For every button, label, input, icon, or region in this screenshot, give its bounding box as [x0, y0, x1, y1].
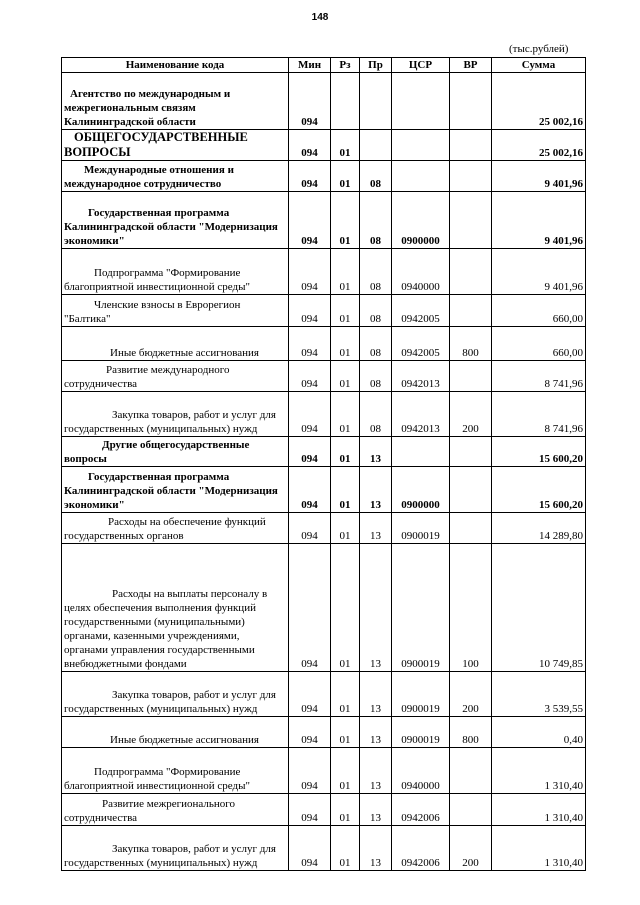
min-cell: 094: [289, 73, 331, 130]
csr-cell: 0900019: [392, 544, 450, 672]
table-row: [62, 826, 586, 871]
rz-cell: 01: [331, 717, 360, 748]
header-sum: Сумма: [492, 58, 586, 73]
vr-cell: [450, 295, 492, 327]
csr-cell: [392, 437, 450, 467]
vr-cell: 200: [450, 392, 492, 437]
min-cell: 094: [289, 392, 331, 437]
csr-cell: 0900019: [392, 672, 450, 717]
vr-cell: 100: [450, 544, 492, 672]
name-cell: Иные бюджетные ассигнования: [62, 327, 289, 361]
sum-cell: 15 600,20: [492, 437, 586, 467]
min-cell: 094: [289, 361, 331, 392]
sum-cell: 25 002,16: [492, 73, 586, 130]
csr-cell: 0942013: [392, 392, 450, 437]
table-row: [62, 192, 586, 249]
table-row: [62, 130, 586, 161]
min-cell: 094: [289, 192, 331, 249]
pr-cell: 08: [360, 361, 392, 392]
name-cell: ОБЩЕГОСУДАРСТВЕННЫЕ ВОПРОСЫ: [62, 130, 289, 161]
name-cell: Расходы на обеспечение функций государственных органов: [62, 513, 289, 544]
pr-cell: 13: [360, 794, 392, 826]
header-csr: ЦСР: [392, 58, 450, 73]
budget-table: [61, 57, 586, 871]
pr-cell: 13: [360, 467, 392, 513]
csr-cell: 0940000: [392, 748, 450, 794]
table-row: [62, 437, 586, 467]
vr-cell: [450, 161, 492, 192]
rz-cell: 01: [331, 513, 360, 544]
vr-cell: [450, 437, 492, 467]
name-cell: Закупка товаров, работ и услуг для государственных (муниципальных) нужд: [62, 392, 289, 437]
table-row: [62, 672, 586, 717]
rz-cell: 01: [331, 161, 360, 192]
rz-cell: 01: [331, 544, 360, 672]
min-cell: 094: [289, 327, 331, 361]
rz-cell: [331, 73, 360, 130]
rz-cell: 01: [331, 437, 360, 467]
pr-cell: [360, 73, 392, 130]
rz-cell: 01: [331, 249, 360, 295]
csr-cell: 0942013: [392, 361, 450, 392]
pr-cell: 13: [360, 748, 392, 794]
table-header-row: [62, 58, 586, 73]
sum-cell: 3 539,55: [492, 672, 586, 717]
name-cell: Международные отношения и международное сотрудничество: [62, 161, 289, 192]
min-cell: 094: [289, 748, 331, 794]
sum-cell: 1 310,40: [492, 748, 586, 794]
pr-cell: 08: [360, 327, 392, 361]
min-cell: 094: [289, 513, 331, 544]
csr-cell: [392, 161, 450, 192]
rz-cell: 01: [331, 392, 360, 437]
pr-cell: 08: [360, 249, 392, 295]
sum-cell: 9 401,96: [492, 249, 586, 295]
pr-cell: [360, 130, 392, 161]
min-cell: 094: [289, 826, 331, 871]
csr-cell: 0900019: [392, 717, 450, 748]
page-number: 148: [311, 12, 329, 23]
table-row: [62, 748, 586, 794]
units-label: (тыс.рублей): [509, 43, 569, 55]
table-row: [62, 392, 586, 437]
name-cell: Государственная программа Калининградской области "Модернизация экономики": [62, 192, 289, 249]
min-cell: 094: [289, 717, 331, 748]
csr-cell: [392, 130, 450, 161]
vr-cell: 200: [450, 672, 492, 717]
vr-cell: 800: [450, 717, 492, 748]
sum-cell: 15 600,20: [492, 467, 586, 513]
pr-cell: 13: [360, 672, 392, 717]
sum-cell: 14 289,80: [492, 513, 586, 544]
table-row: [62, 544, 586, 672]
rz-cell: 01: [331, 794, 360, 826]
sum-cell: 10 749,85: [492, 544, 586, 672]
pr-cell: 13: [360, 513, 392, 544]
pr-cell: 13: [360, 717, 392, 748]
sum-cell: 25 002,16: [492, 130, 586, 161]
sum-cell: 1 310,40: [492, 794, 586, 826]
table-row: [62, 249, 586, 295]
csr-cell: 0940000: [392, 249, 450, 295]
name-cell: Членские взносы в Еврорегион "Балтика": [62, 295, 289, 327]
table-row: [62, 73, 586, 130]
table-row: [62, 717, 586, 748]
min-cell: 094: [289, 544, 331, 672]
pr-cell: 08: [360, 161, 392, 192]
sum-cell: 660,00: [492, 295, 586, 327]
name-cell: Развитие межрегионального сотрудничества: [62, 794, 289, 826]
pr-cell: 13: [360, 826, 392, 871]
csr-cell: [392, 73, 450, 130]
csr-cell: 0900019: [392, 513, 450, 544]
min-cell: 094: [289, 295, 331, 327]
rz-cell: 01: [331, 192, 360, 249]
vr-cell: 200: [450, 826, 492, 871]
vr-cell: [450, 794, 492, 826]
csr-cell: 0942005: [392, 295, 450, 327]
rz-cell: 01: [331, 672, 360, 717]
sum-cell: 1 310,40: [492, 826, 586, 871]
name-cell: Иные бюджетные ассигнования: [62, 717, 289, 748]
min-cell: 094: [289, 249, 331, 295]
pr-cell: 13: [360, 544, 392, 672]
sum-cell: 0,40: [492, 717, 586, 748]
min-cell: 094: [289, 437, 331, 467]
sum-cell: 9 401,96: [492, 161, 586, 192]
vr-cell: [450, 467, 492, 513]
rz-cell: 01: [331, 130, 360, 161]
name-cell: Развитие международного сотрудничества: [62, 361, 289, 392]
name-cell: Подпрограмма "Формирование благоприятной инвестиционной среды": [62, 748, 289, 794]
rz-cell: 01: [331, 826, 360, 871]
min-cell: 094: [289, 672, 331, 717]
rz-cell: 01: [331, 748, 360, 794]
csr-cell: 0942005: [392, 327, 450, 361]
csr-cell: 0900000: [392, 192, 450, 249]
name-cell: Расходы на выплаты персоналу в целях обеспечения выполнения функций государственными (муниципальными) органами, казенными учреждениями, органами управления государственными внебюджетными фондами: [62, 544, 289, 672]
name-cell: Подпрограмма "Формирование благоприятной инвестиционной среды": [62, 249, 289, 295]
vr-cell: [450, 249, 492, 295]
vr-cell: [450, 130, 492, 161]
table-row: [62, 161, 586, 192]
header-name: Наименование кода: [62, 58, 289, 73]
vr-cell: [450, 73, 492, 130]
table-row: [62, 467, 586, 513]
min-cell: 094: [289, 161, 331, 192]
table-row: [62, 513, 586, 544]
table-row: [62, 327, 586, 361]
min-cell: 094: [289, 467, 331, 513]
table-row: [62, 295, 586, 327]
vr-cell: [450, 748, 492, 794]
vr-cell: [450, 192, 492, 249]
pr-cell: 08: [360, 295, 392, 327]
rz-cell: 01: [331, 327, 360, 361]
header-min: Мин: [289, 58, 331, 73]
table-row: [62, 794, 586, 826]
table-row: [62, 361, 586, 392]
min-cell: 094: [289, 794, 331, 826]
name-cell: Закупка товаров, работ и услуг для государственных (муниципальных) нужд: [62, 672, 289, 717]
pr-cell: 08: [360, 392, 392, 437]
name-cell: Закупка товаров, работ и услуг для государственных (муниципальных) нужд: [62, 826, 289, 871]
rz-cell: 01: [331, 295, 360, 327]
sum-cell: 660,00: [492, 327, 586, 361]
sum-cell: 9 401,96: [492, 192, 586, 249]
header-rz: Рз: [331, 58, 360, 73]
name-cell: Государственная программа Калининградской области "Модернизация экономики": [62, 467, 289, 513]
csr-cell: 0942006: [392, 826, 450, 871]
pr-cell: 13: [360, 437, 392, 467]
name-cell: Другие общегосударственные вопросы: [62, 437, 289, 467]
csr-cell: 0900000: [392, 467, 450, 513]
rz-cell: 01: [331, 467, 360, 513]
header-pr: Пр: [360, 58, 392, 73]
min-cell: 094: [289, 130, 331, 161]
vr-cell: [450, 361, 492, 392]
csr-cell: 0942006: [392, 794, 450, 826]
vr-cell: 800: [450, 327, 492, 361]
sum-cell: 8 741,96: [492, 392, 586, 437]
name-cell: Агентство по международным и межрегиональным связям Калининградской области: [62, 73, 289, 130]
sum-cell: 8 741,96: [492, 361, 586, 392]
pr-cell: 08: [360, 192, 392, 249]
rz-cell: 01: [331, 361, 360, 392]
header-vr: ВР: [450, 58, 492, 73]
vr-cell: [450, 513, 492, 544]
